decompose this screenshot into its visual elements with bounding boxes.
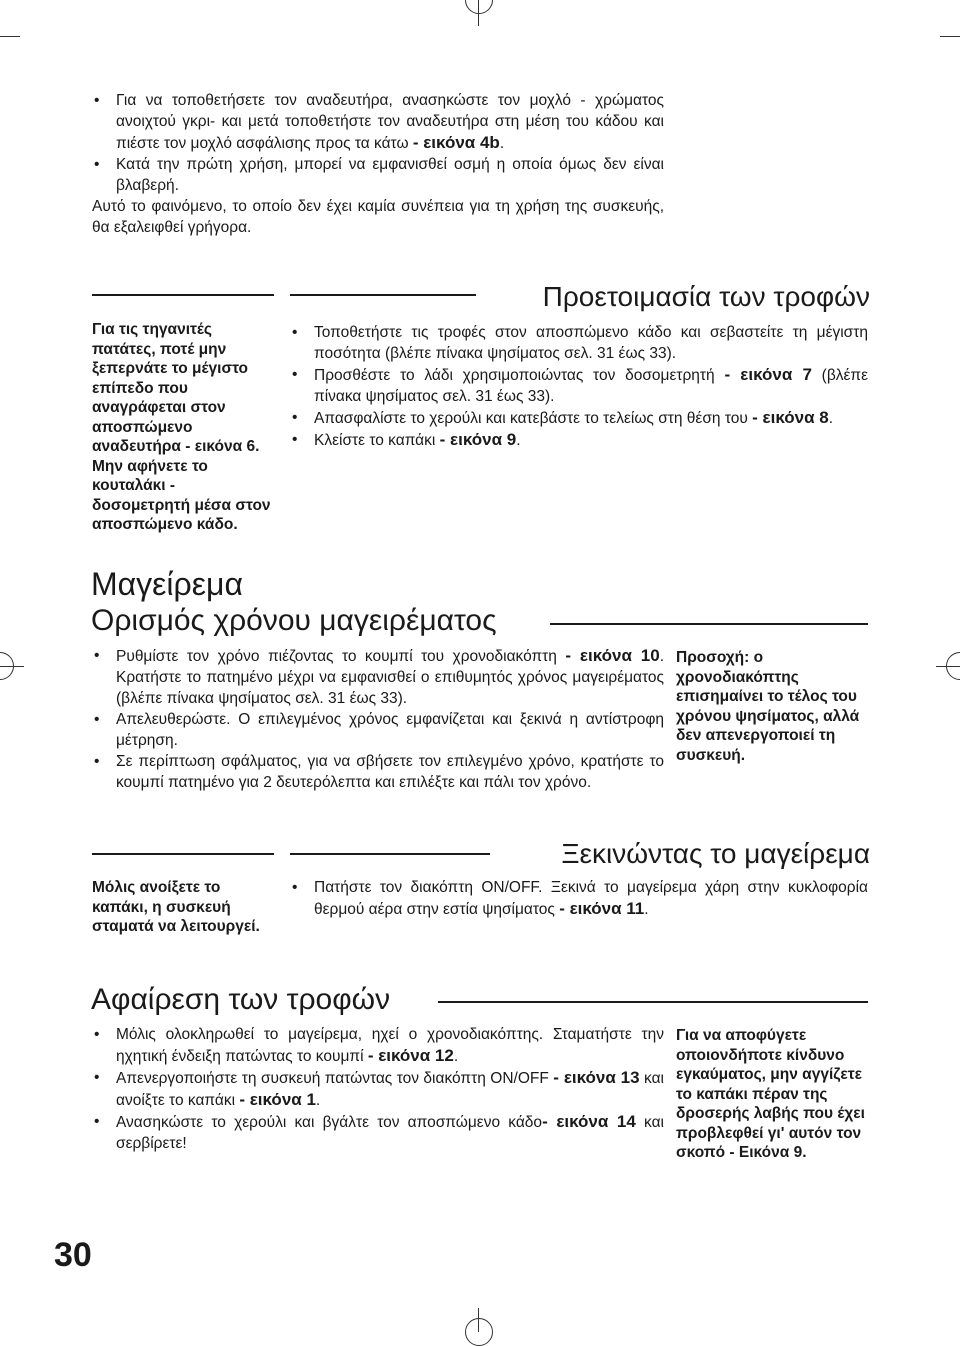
registration-circle xyxy=(946,652,960,680)
side-note: Προσοχή: ο χρονοδιακόπτης επισημαίνει το τέλος του χρόνου ψησίματος, αλλά δεν απενεργοποιεί τη συσκευή. xyxy=(676,649,860,764)
heading-rule xyxy=(438,1001,868,1003)
section-heading: Ορισμός χρόνου μαγειρέματος xyxy=(91,604,497,637)
intro-section xyxy=(92,90,664,238)
list-item: • Κλείστε το καπάκι - εικόνα 9. xyxy=(290,429,868,451)
start-list xyxy=(290,877,868,920)
crop-mark xyxy=(0,36,20,37)
section-heading: Αφαίρεση των τροφών xyxy=(91,983,391,1016)
list-item: • Ανασηκώστε το χερούλι και βγάλτε τον αποσπώμενο κάδο- εικόνα 14 και σερβίρετε! xyxy=(92,1111,664,1154)
cooking-list xyxy=(92,645,664,793)
side-note: Μόλις ανοίξετε το καπάκι, η συσκευή σταματά να λειτουργεί. xyxy=(92,879,260,935)
list-item: • Απελευθερώστε. Ο επιλεγμένος χρόνος εμφανίζεται και ξεκινά η αντίστροφη μέτρηση. xyxy=(92,709,664,751)
remove-list xyxy=(92,1024,664,1154)
list-item: • Σε περίπτωση σφάλματος, για να σβήσετε τον επιλεγμένο χρόνο, κρατήστε το κουμπί πατημένο για 2 δευτερόλεπτα και επιλέξτε και πάλι τον χρόνο. xyxy=(92,751,664,793)
page-number: 30 xyxy=(54,1236,92,1274)
registration-circle xyxy=(0,652,14,680)
heading-rule xyxy=(290,294,476,296)
list-item: • Πατήστε τον διακόπτη ON/OFF. Ξεκινά το μαγείρεμα χάρη στην κυκλοφορία θερμού αέρα στην εστία ψησίματος - εικόνα 11. xyxy=(290,877,868,920)
list-item: • Ρυθμίστε τον χρόνο πιέζοντας το κουμπί του χρονοδιακόπτη - εικόνα 10. Κρατήστε το πατημένο μέχρι να εμφανισθεί ο επιθυμητός χρόνος μαγειρέματος (βλέπε πίνακα ψησίματος σελ. 31 έως 33). xyxy=(92,645,664,709)
section-heading: Ξεκινώντας το μαγείρεμα xyxy=(561,838,870,869)
list-item: • Τοποθετήστε τις τροφές στον αποσπώμενο κάδο και σεβαστείτε τη μέγιστη ποσότητα (βλέπε πίνακα ψησίματος σελ. 31 έως 33). xyxy=(290,322,868,364)
list-item: • Απενεργοποιήστε τη συσκευή πατώντας τον διακόπτη ON/OFF - εικόνα 13 και ανοίξτε το καπάκι - εικόνα 1. xyxy=(92,1067,664,1111)
side-note: Για να αποφύγετε οποιονδήποτε κίνδυνο εγκαύματος, μην αγγίζετε το καπάκι πέραν της δροσερής λαβής που έχει προβλεφθεί γι' αυτόν τον σκοπό - Εικόνα 9. xyxy=(676,1027,865,1161)
list-item: • Κατά την πρώτη χρήση, μπορεί να εμφανισθεί οσμή η οποία όμως δεν είναι βλαβερή. xyxy=(92,154,664,196)
crop-mark xyxy=(940,36,960,37)
list-item: • Απασφαλίστε το χερούλι και κατεβάστε το τελείως στη θέση του - εικόνα 8. xyxy=(290,407,868,429)
side-rule xyxy=(92,294,274,296)
registration-circle xyxy=(465,1318,493,1346)
side-note: Για τις τηγανιτές πατάτες, ποτέ μην ξεπερνάτε το μέγιστο επίπεδο που αναγράφεται στον αποσπώμενο αναδευτήρα - εικόνα 6. Μην αφήνετε το κουταλάκι - δοσομετρητή μέσα στον αποσπώμενο κάδο. xyxy=(92,321,271,533)
heading-rule xyxy=(290,853,490,855)
heading-rule xyxy=(550,623,868,625)
section-heading: Προετοιμασία των τροφών xyxy=(542,281,870,312)
registration-circle xyxy=(465,0,493,14)
list-item: • Για να τοποθετήσετε τον αναδευτήρα, ανασηκώστε τον μοχλό - χρώματος ανοιχτού γκρι- και μετά τοποθετήστε τον αναδευτήρα στη μέση του κάδου και πιέστε τον μοχλό ασφάλισης προς τα κάτω - εικόνα 4b. xyxy=(92,90,664,154)
page-title: Μαγείρεμα xyxy=(91,566,243,602)
list-item: • Προσθέστε το λάδι χρησιμοποιώντας τον δοσομετρητή - εικόνα 7 (βλέπε πίνακα ψησίματος σελ. 31 έως 33). xyxy=(290,364,868,407)
list-item: • Μόλις ολοκληρωθεί το μαγείρεμα, ηχεί ο χρονοδιακόπτης. Σταματήστε την ηχητική ένδειξη πατώντας το κουμπί - εικόνα 12. xyxy=(92,1024,664,1067)
prep-list xyxy=(290,322,868,451)
paragraph: Αυτό το φαινόμενο, το οποίο δεν έχει καμία συνέπεια για τη χρήση της συσκευής, θα εξαλειφθεί γρήγορα. xyxy=(92,198,664,236)
side-rule xyxy=(92,853,274,855)
